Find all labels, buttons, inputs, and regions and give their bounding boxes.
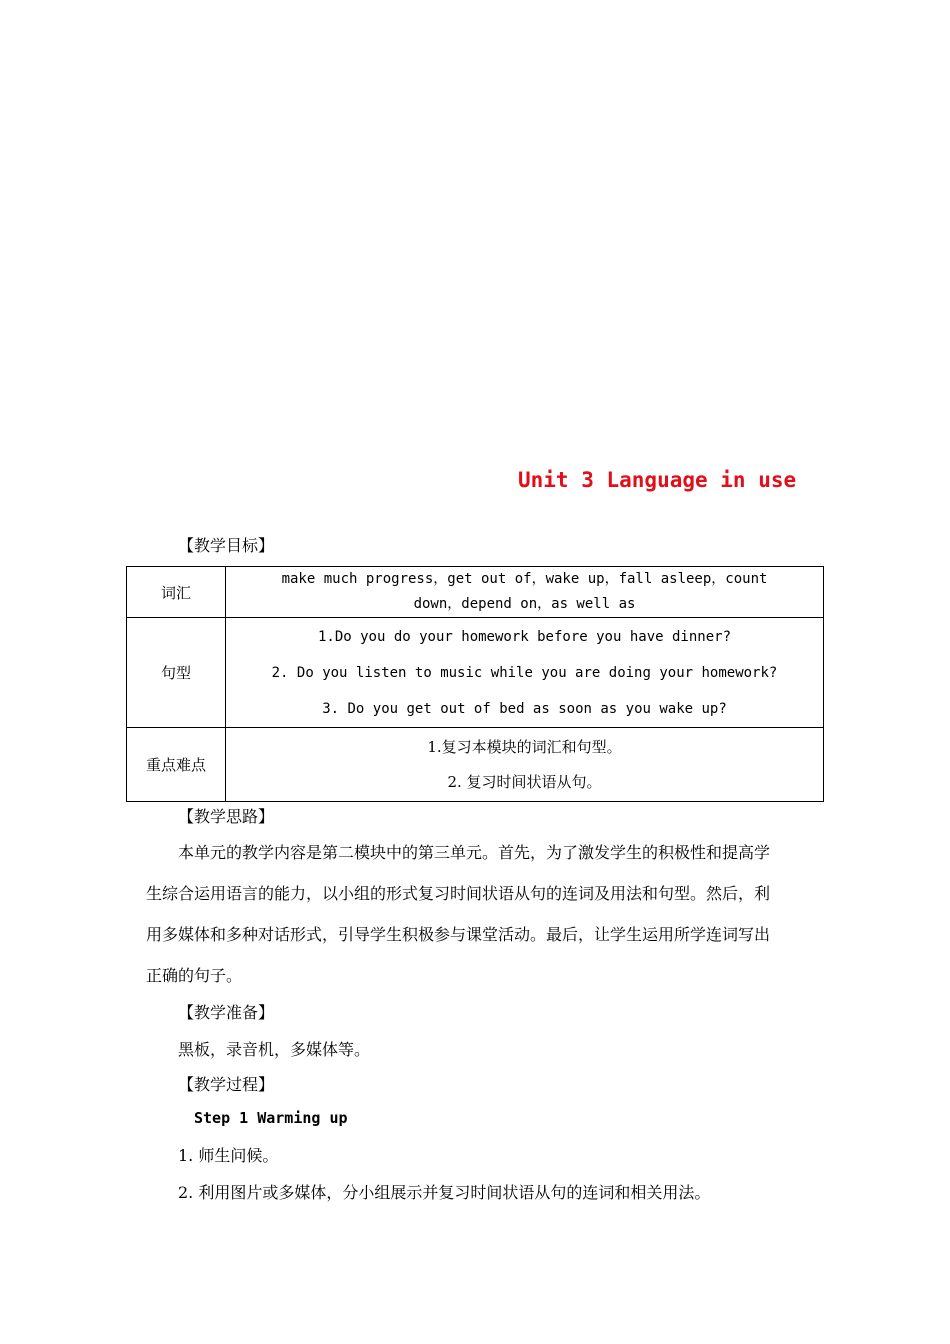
approach-line: 正确的句子。	[146, 966, 243, 985]
section-heading-approach: 【教学思路】	[178, 807, 275, 826]
approach-paragraph	[146, 832, 811, 996]
step-1-item: 2. 利用图片或多媒体，分小组展示并复习时间状语从句的连词和相关用法。	[178, 1183, 711, 1202]
approach-line: 用多媒体和多种对话形式，引导学生积极参与课堂活动。最后，让学生运用所学连词写出	[146, 925, 771, 944]
sentences-cell	[226, 618, 824, 728]
approach-line: 本单元的教学内容是第二模块中的第三单元。首先，为了激发学生的积极性和提高学	[178, 843, 771, 862]
sentence-line: 3. Do you get out of bed as soon as you wake up?	[322, 700, 727, 717]
sentence-line: 1.Do you do your homework before you have dinner?	[317, 628, 731, 645]
table-row-focus	[127, 728, 824, 802]
section-heading-process: 【教学过程】	[178, 1075, 275, 1094]
focus-line: 1.复习本模块的词汇和句型。	[427, 737, 622, 756]
row-label-sentences: 句型	[127, 618, 226, 728]
section-heading-preparation: 【教学准备】	[178, 1003, 275, 1022]
step-1-item: 1. 师生问候。	[178, 1146, 279, 1165]
vocabulary-line: make much progress，get out of，wake up，fall asleep，count	[281, 571, 768, 587]
section-heading-objectives: 【教学目标】	[178, 536, 275, 555]
focus-cell	[226, 728, 824, 802]
table-row-sentences	[127, 618, 824, 728]
vocabulary-line: down，depend on，as well as	[413, 596, 636, 612]
row-label-vocabulary: 词汇	[127, 567, 226, 618]
vocabulary-cell	[226, 567, 824, 618]
step-1-title: Step 1 Warming up	[194, 1109, 348, 1127]
sentence-line: 2. Do you listen to music while you are doing your homework?	[271, 664, 778, 681]
unit-title: Unit 3 Language in use	[518, 468, 797, 492]
table-row-vocabulary	[127, 567, 824, 618]
focus-line: 2. 复习时间状语从句。	[447, 772, 602, 791]
preparation-text: 黑板，录音机，多媒体等。	[178, 1040, 371, 1059]
approach-line: 生综合运用语言的能力，以小组的形式复习时间状语从句的连词及用法和句型。然后，利	[146, 884, 771, 903]
objectives-table	[126, 566, 824, 802]
row-label-focus: 重点难点	[127, 728, 226, 802]
